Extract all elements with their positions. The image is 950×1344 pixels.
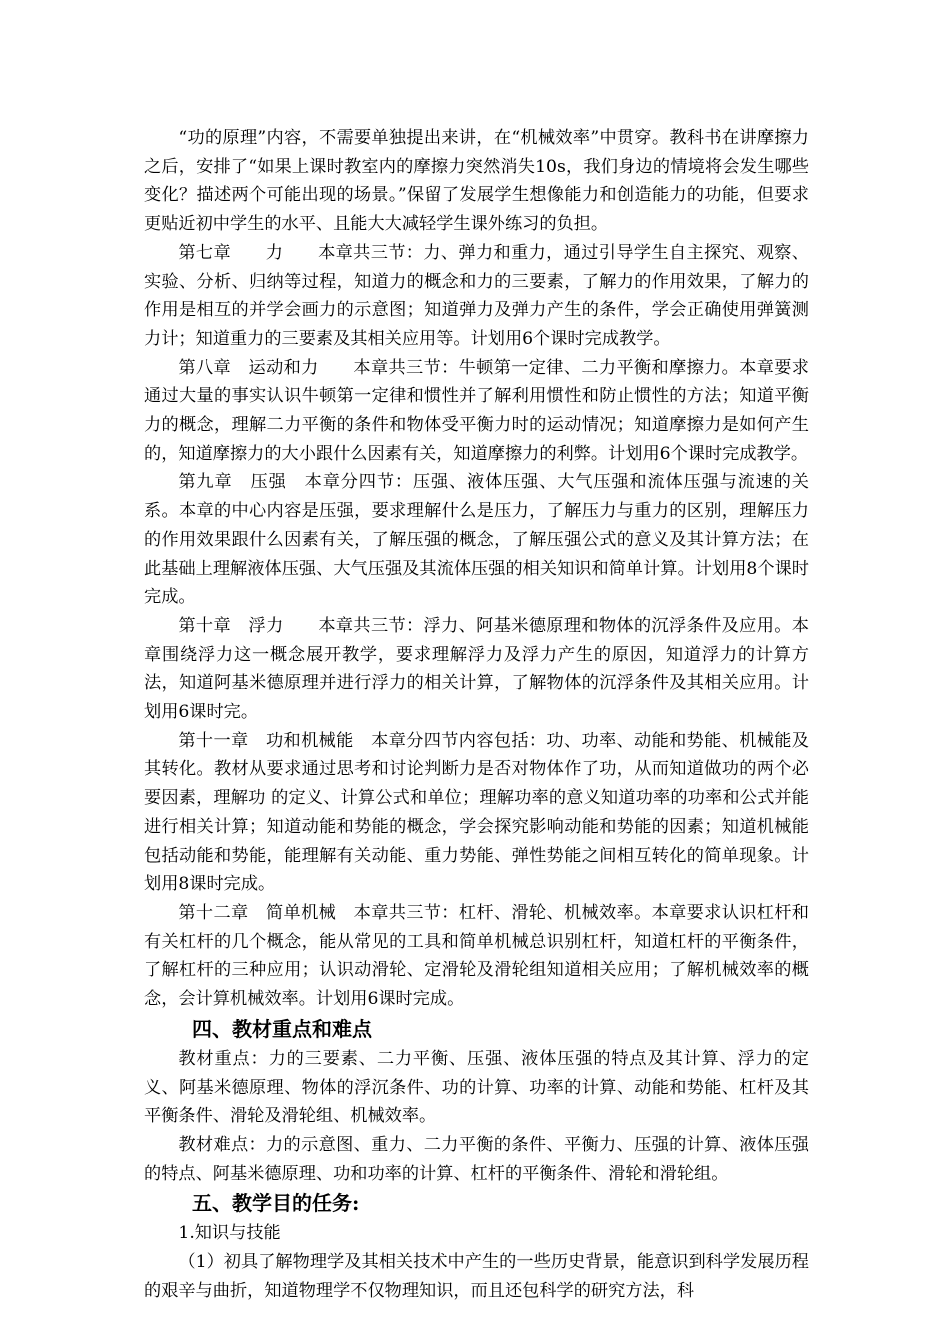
chapter-8-body: 本章共三节：牛顿第一定律、二力平衡和摩擦力。本章要求通过大量的事实认识牛顿第一定律和惯性并了解利用惯性和防止惯性的方法；知道平衡力的概念，理解二力平衡的条件和物体受平衡力时的运动情况；知道摩擦力是如何产生的，知道摩擦力的大小跟什么因素有关，知道摩擦力的利弊。计划用6个课时完成教学。 xyxy=(144,357,809,464)
section-heading-key-points: 四、教材重点和难点 xyxy=(192,1016,372,1041)
chapter-9-number: 第九章 xyxy=(178,472,233,493)
chapter-10-body: 本章共三节：浮力、阿基米德原理和物体的沉浮条件及应用。本章围绕浮力这一概念展开教学，要求理解浮力及浮力产生的原因，知道浮力的计算方法，知道阿基米德原理并进行浮力的相关计算，了解物体的沉浮条件及其相关应用。计划用6课时完。 xyxy=(144,615,809,723)
paragraph-chapter-10 xyxy=(144,612,809,727)
chapter-7-body: 本章共三节：力、弹力和重力，通过引导学生自主探究、观察、实验、分析、归纳等过程，知道力的概念和力的三要素，了解力的作用效果，了解力的作用是相互的并学会画力的示意图；知道弹力及弹力产生的条件，学会正确使用弹簧测力计；知道重力的三要素及其相关应用等。计划用6个课时完成教学。 xyxy=(144,242,809,349)
chapter-10-title: 浮力 xyxy=(248,615,284,636)
document-body xyxy=(144,124,809,1305)
chapter-12-body: 本章共三节：杠杆、滑轮、机械效率。本章要求认识杠杆和有关杠杆的几个概念，能从常见的工具和简单机械总识别杠杆，知道杠杆的平衡条件，了解杠杆的三种应用；认识动滑轮、定滑轮及滑轮组知道相关应用；了解机械效率的概念，会计算机械效率。计划用6课时完成。 xyxy=(144,902,809,1010)
chapter-7-number: 第七章 xyxy=(178,242,232,263)
subheading-knowledge-skills: 1.知识与技能 xyxy=(178,1223,281,1244)
chapter-12-title: 简单机械 xyxy=(265,902,337,923)
chapter-8-number: 第八章 xyxy=(178,357,231,378)
paragraph-goal-item-1: （1）初具了解物理学及其相关技术中产生的一些历史背景，能意识到科学发展历程的艰辛与曲折，知道物理学不仅物理知识，而且还包科学的研究方法，科 xyxy=(144,1252,809,1301)
paragraph-work-principle: “功的原理”内容，不需要单独提出来讲，在“机械效率”中贯穿。教科书在讲摩擦力之后，安排了“如果上课时教室内的摩擦力突然消失10s，我们身边的情境将会发生哪些变化？描述两个可能出现的场景。”保留了发展学生想像能力和创造能力的功能，但要求更贴近初中学生的水平、且能大大减轻学生课外练习的负担。 xyxy=(144,128,809,235)
paragraph-key-points: 教材重点：力的三要素、二力平衡、压强、液体压强的特点及其计算、浮力的定义、阿基米德原理、物体的浮沉条件、功的计算、功率的计算、动能和势能、杠杆及其平衡条件、滑轮及滑轮组、机械效率。 xyxy=(144,1048,809,1127)
paragraph-chapter-7 xyxy=(144,239,809,354)
paragraph-chapter-12 xyxy=(144,899,809,1014)
chapter-9-body: 本章分四节：压强、液体压强、大气压强和流体压强与流速的关系。本章的中心内容是压强，要求理解什么是压力，了解压力与重力的区别，理解压力的作用效果跟什么因素有关，了解压强的概念，了解压强公式的意义及其计算方法；在此基础上理解液体压强、大气压强及其流体压强的相关知识和简单计算。计划用8个课时完成。 xyxy=(144,472,809,608)
section-heading-teaching-goals: 五、教学目的任务: xyxy=(192,1191,360,1216)
chapter-9-title: 压强 xyxy=(249,472,287,493)
chapter-7-title: 力 xyxy=(265,242,284,263)
paragraph-chapter-11 xyxy=(144,727,809,899)
paragraph-chapter-8 xyxy=(144,354,809,469)
chapter-11-number: 第十一章 xyxy=(178,730,249,751)
paragraph-chapter-9 xyxy=(144,468,809,612)
chapter-8-title: 运动和力 xyxy=(248,357,319,378)
chapter-11-title: 功和机械能 xyxy=(265,730,354,751)
chapter-12-number: 第十二章 xyxy=(178,902,249,923)
chapter-10-number: 第十章 xyxy=(178,615,231,636)
paragraph-difficulties: 教材难点：力的示意图、重力、二力平衡的条件、平衡力、压强的计算、液体压强的特点、阿基米德原理、功和功率的计算、杠杆的平衡条件、滑轮和滑轮组。 xyxy=(144,1134,809,1184)
chapter-11-body: 本章分四节内容包括：功、功率、动能和势能、机械能及其转化。教材从要求通过思考和讨论判断力是否对物体作了功，从而知道做功的两个必要因素，理解功 的定义、计算公式和单位；理解功率的意义知道功率的功率和公式并能进行相关计算；知道动能和势能的概念，学会探究影响动能和势能的因素；知道机械能包括动能和势能，能理解有关动能、重力势能、弹性势能之间相互转化的简单现象。计划用8课时完成。 xyxy=(144,730,809,895)
